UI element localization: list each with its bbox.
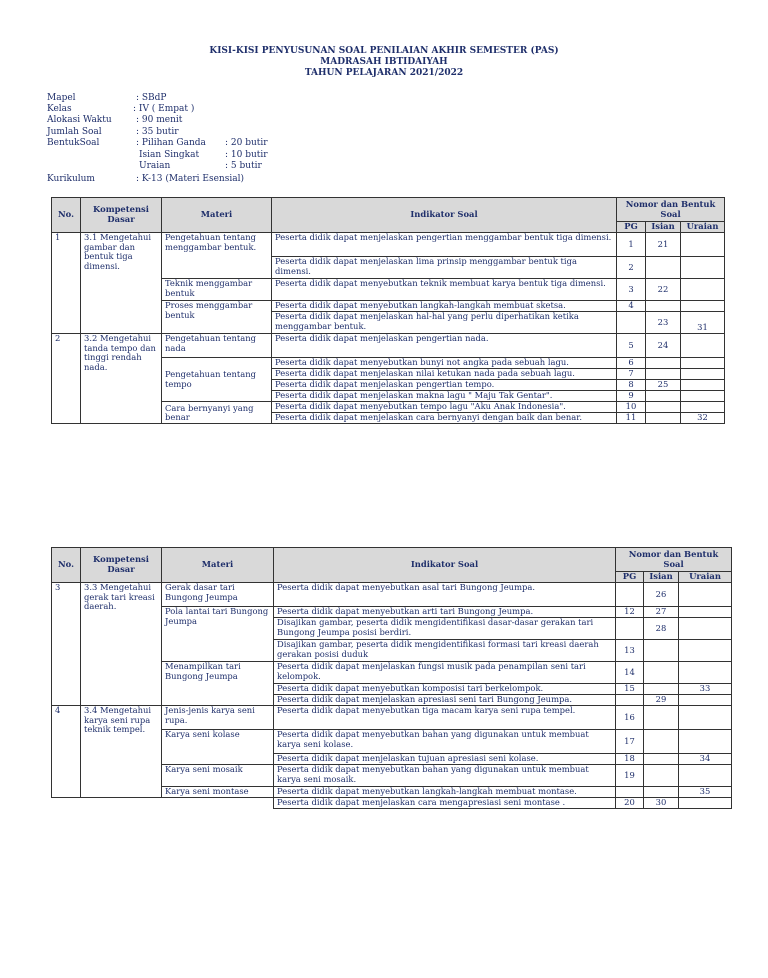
row-isian xyxy=(644,662,679,684)
col-kd: Kompetensi Dasar xyxy=(81,548,162,583)
row-pg xyxy=(616,618,644,640)
kisi-table-2 xyxy=(51,547,732,809)
row-indikator: Peserta didik dapat menjelaskan cara bernyanyi dengan baik dan benar. xyxy=(272,413,617,424)
table-row xyxy=(52,798,732,809)
row-isian xyxy=(646,413,681,424)
row-kd: 3.4 Mengetahui karya seni rupa teknik tempel. xyxy=(81,706,162,798)
waktu-label: Alokasi Waktu xyxy=(47,115,112,125)
jumlah-value: : 35 butir xyxy=(136,127,179,137)
row-isian: 23 xyxy=(646,312,681,334)
row-isian xyxy=(644,787,679,798)
row-indikator: Peserta didik dapat menyebutkan komposisi tari berkelompok. xyxy=(274,684,616,695)
col-kd: Kompetensi Dasar xyxy=(81,198,162,233)
doc-title-line-2: MADRASAH IBTIDAIYAH xyxy=(320,57,448,67)
row-indikator: Peserta didik dapat menjelaskan fungsi musik pada penampilan seni tari kelompok. xyxy=(274,662,616,684)
row-indikator: Disajikan gambar, peserta didik mengidentifikasi formasi tari kreasi daerah gerakan posisi duduk xyxy=(274,640,616,662)
row-uraian xyxy=(679,798,732,809)
row-pg: 15 xyxy=(616,684,644,695)
bentuk-label: BentukSoal xyxy=(47,138,100,148)
row-indikator: Peserta didik dapat menjelaskan makna lagu " Maju Tak Gentar". xyxy=(272,391,617,402)
row-isian: 29 xyxy=(644,695,679,706)
pg-label: : Pilihan Ganda xyxy=(136,138,206,148)
table-row xyxy=(52,233,725,257)
row-uraian xyxy=(679,662,732,684)
isian-value: : 10 butir xyxy=(225,150,268,160)
empty-cell xyxy=(81,798,162,809)
row-pg: 4 xyxy=(617,301,646,312)
row-isian xyxy=(646,257,681,279)
row-isian xyxy=(644,684,679,695)
row-materi: Proses menggambar bentuk xyxy=(162,301,272,334)
row-isian xyxy=(644,706,679,730)
row-materi: Karya seni mosaik xyxy=(162,765,274,787)
row-indikator: Peserta didik dapat menjelaskan nilai ketukan nada pada sebuah lagu. xyxy=(272,369,617,380)
row-pg: 17 xyxy=(616,730,644,754)
row-pg: 18 xyxy=(616,754,644,765)
row-uraian xyxy=(681,391,725,402)
row-indikator: Peserta didik dapat menyebutkan tiga macam karya seni rupa tempel. xyxy=(274,706,616,730)
jumlah-label: Jumlah Soal xyxy=(47,127,102,137)
row-uraian xyxy=(681,380,725,391)
row-no: 4 xyxy=(52,706,81,798)
col-uraian: Uraian xyxy=(681,222,725,233)
row-materi: Karya seni montase xyxy=(162,787,274,798)
table-row xyxy=(52,334,725,358)
col-pg: PG xyxy=(616,572,644,583)
row-pg: 6 xyxy=(617,358,646,369)
row-indikator: Peserta didik dapat menyebutkan langkah-langkah membuat sketsa. xyxy=(272,301,617,312)
row-uraian xyxy=(681,334,725,358)
row-isian xyxy=(644,640,679,662)
table-row xyxy=(52,706,732,730)
col-materi: Materi xyxy=(162,198,272,233)
row-pg: 9 xyxy=(617,391,646,402)
row-materi: Pengetahuan tentang nada xyxy=(162,334,272,358)
row-pg xyxy=(616,695,644,706)
empty-cell xyxy=(52,798,81,809)
col-no: No. xyxy=(52,198,81,233)
col-nomor: Nomor dan Bentuk Soal xyxy=(617,198,725,222)
kelas-value: : IV ( Empat ) xyxy=(133,104,195,114)
col-isian: Isian xyxy=(644,572,679,583)
row-uraian xyxy=(679,695,732,706)
row-uraian: 31 xyxy=(681,312,725,334)
mapel-label: Mapel xyxy=(47,93,76,103)
row-isian: 27 xyxy=(644,607,679,618)
row-pg: 3 xyxy=(617,279,646,301)
row-uraian: 34 xyxy=(679,754,732,765)
row-materi: Pengetahuan tentang menggambar bentuk. xyxy=(162,233,272,279)
row-indikator: Peserta didik dapat menjelaskan pengertian menggambar bentuk tiga dimensi. xyxy=(272,233,617,257)
empty-cell xyxy=(162,798,274,809)
row-materi: Karya seni kolase xyxy=(162,730,274,765)
kisi-table-1 xyxy=(51,197,725,424)
row-pg: 5 xyxy=(617,334,646,358)
row-isian: 25 xyxy=(646,380,681,391)
row-pg: 2 xyxy=(617,257,646,279)
row-indikator: Peserta didik dapat menjelaskan apresiasi seni tari Bungong Jeumpa. xyxy=(274,695,616,706)
row-uraian xyxy=(679,640,732,662)
row-pg: 7 xyxy=(617,369,646,380)
row-no: 3 xyxy=(52,583,81,706)
isian-label: Isian Singkat xyxy=(139,150,200,160)
row-no: 2 xyxy=(52,334,81,424)
row-materi: Cara bernyanyi yang benar xyxy=(162,402,272,424)
row-pg: 14 xyxy=(616,662,644,684)
row-indikator: Peserta didik dapat menyebutkan tempo lagu "Aku Anak Indonesia". xyxy=(272,402,617,413)
doc-title-line-1: KISI-KISI PENYUSUNAN SOAL PENILAIAN AKHIR SEMESTER (PAS) xyxy=(209,46,559,56)
row-indikator: Peserta didik dapat menjelaskan hal-hal yang perlu diperhatikan ketika menggambar bentuk. xyxy=(272,312,617,334)
row-indikator: Peserta didik dapat menyebutkan arti tari Bungong Jeumpa. xyxy=(274,607,616,618)
row-isian: 30 xyxy=(644,798,679,809)
row-isian xyxy=(646,301,681,312)
row-indikator: Peserta didik dapat menyebutkan bunyi not angka pada sebuah lagu. xyxy=(272,358,617,369)
col-materi: Materi xyxy=(162,548,274,583)
row-pg xyxy=(617,312,646,334)
row-uraian xyxy=(679,765,732,787)
row-uraian xyxy=(681,358,725,369)
col-nomor: Nomor dan Bentuk Soal xyxy=(616,548,732,572)
row-kd: 3.1 Mengetahui gambar dan bentuk tiga dimensi. xyxy=(81,233,162,334)
row-kd: 3.3 Mengetahui gerak tari kreasi daerah. xyxy=(81,583,162,706)
row-uraian xyxy=(681,402,725,413)
row-uraian xyxy=(679,618,732,640)
row-pg: 20 xyxy=(616,798,644,809)
row-uraian xyxy=(679,706,732,730)
row-isian: 26 xyxy=(644,583,679,607)
row-pg: 1 xyxy=(617,233,646,257)
row-isian xyxy=(644,730,679,754)
row-uraian xyxy=(679,583,732,607)
col-indikator: Indikator Soal xyxy=(274,548,616,583)
row-indikator: Peserta didik dapat menjelaskan cara mengapresiasi seni montase . xyxy=(274,798,616,809)
row-pg: 10 xyxy=(617,402,646,413)
row-isian: 22 xyxy=(646,279,681,301)
row-indikator: Peserta didik dapat menyebutkan langkah-langkah membuat montase. xyxy=(274,787,616,798)
col-no: No. xyxy=(52,548,81,583)
row-kd: 3.2 Mengetahui tanda tempo dan tinggi rendah nada. xyxy=(81,334,162,424)
row-indikator: Peserta didik dapat menjelaskan tujuan apresiasi seni kolase. xyxy=(274,754,616,765)
row-indikator: Peserta didik dapat menyebutkan bahan yang digunakan untuk membuat karya seni kolase. xyxy=(274,730,616,754)
row-uraian xyxy=(679,607,732,618)
waktu-value: : 90 menit xyxy=(136,115,183,125)
row-indikator: Disajikan gambar, peserta didik mengidentifikasi dasar-dasar gerakan tari Bungong Jeumpa posisi berdiri. xyxy=(274,618,616,640)
kurikulum-value: : K-13 (Materi Esensial) xyxy=(136,174,244,184)
row-uraian xyxy=(679,730,732,754)
row-isian: 21 xyxy=(646,233,681,257)
mapel-value: : SBdP xyxy=(136,93,167,103)
row-uraian xyxy=(681,233,725,257)
row-materi: Menampilkan tari Bungong Jeumpa xyxy=(162,662,274,706)
row-indikator: Peserta didik dapat menyebutkan teknik membuat karya bentuk tiga dimensi. xyxy=(272,279,617,301)
uraian-value: : 5 butir xyxy=(225,161,262,171)
row-materi: Pola lantai tari Bungong Jeumpa xyxy=(162,607,274,662)
row-pg: 13 xyxy=(616,640,644,662)
row-pg xyxy=(616,787,644,798)
table-row xyxy=(52,583,732,607)
row-isian xyxy=(646,391,681,402)
row-isian xyxy=(646,358,681,369)
row-pg: 12 xyxy=(616,607,644,618)
col-uraian: Uraian xyxy=(679,572,732,583)
col-indikator: Indikator Soal xyxy=(272,198,617,233)
uraian-label: Uraian xyxy=(139,161,171,171)
row-uraian: 32 xyxy=(681,413,725,424)
row-uraian xyxy=(681,257,725,279)
row-isian xyxy=(646,369,681,380)
doc-title-line-3: TAHUN PELAJARAN 2021/2022 xyxy=(304,68,464,78)
row-materi: Jenis-jenis karya seni rupa. xyxy=(162,706,274,730)
row-isian xyxy=(644,765,679,787)
row-materi: Teknik menggambar bentuk xyxy=(162,279,272,301)
row-uraian: 33 xyxy=(679,684,732,695)
row-isian xyxy=(644,754,679,765)
row-materi: Gerak dasar tari Bungong Jeumpa xyxy=(162,583,274,607)
row-uraian: 35 xyxy=(679,787,732,798)
row-isian: 28 xyxy=(644,618,679,640)
row-pg xyxy=(616,583,644,607)
kelas-label: Kelas xyxy=(47,104,72,114)
row-indikator: Peserta didik dapat menyebutkan asal tari Bungong Jeumpa. xyxy=(274,583,616,607)
row-pg: 19 xyxy=(616,765,644,787)
pg-value: : 20 butir xyxy=(225,138,268,148)
kurikulum-label: Kurikulum xyxy=(47,174,95,184)
row-uraian xyxy=(681,279,725,301)
row-indikator: Peserta didik dapat menyebutkan bahan yang digunakan untuk membuat karya seni mosaik. xyxy=(274,765,616,787)
col-isian: Isian xyxy=(646,222,681,233)
row-uraian xyxy=(681,369,725,380)
row-pg: 8 xyxy=(617,380,646,391)
col-pg: PG xyxy=(617,222,646,233)
row-no: 1 xyxy=(52,233,81,334)
row-indikator: Peserta didik dapat menjelaskan lima prinsip menggambar bentuk tiga dimensi. xyxy=(272,257,617,279)
row-indikator: Peserta didik dapat menjelaskan pengertian tempo. xyxy=(272,380,617,391)
row-indikator: Peserta didik dapat menjelaskan pengertian nada. xyxy=(272,334,617,358)
row-isian: 24 xyxy=(646,334,681,358)
row-pg: 11 xyxy=(617,413,646,424)
row-isian xyxy=(646,402,681,413)
row-materi: Pengetahuan tentang tempo xyxy=(162,358,272,402)
row-pg: 16 xyxy=(616,706,644,730)
row-uraian xyxy=(681,301,725,312)
